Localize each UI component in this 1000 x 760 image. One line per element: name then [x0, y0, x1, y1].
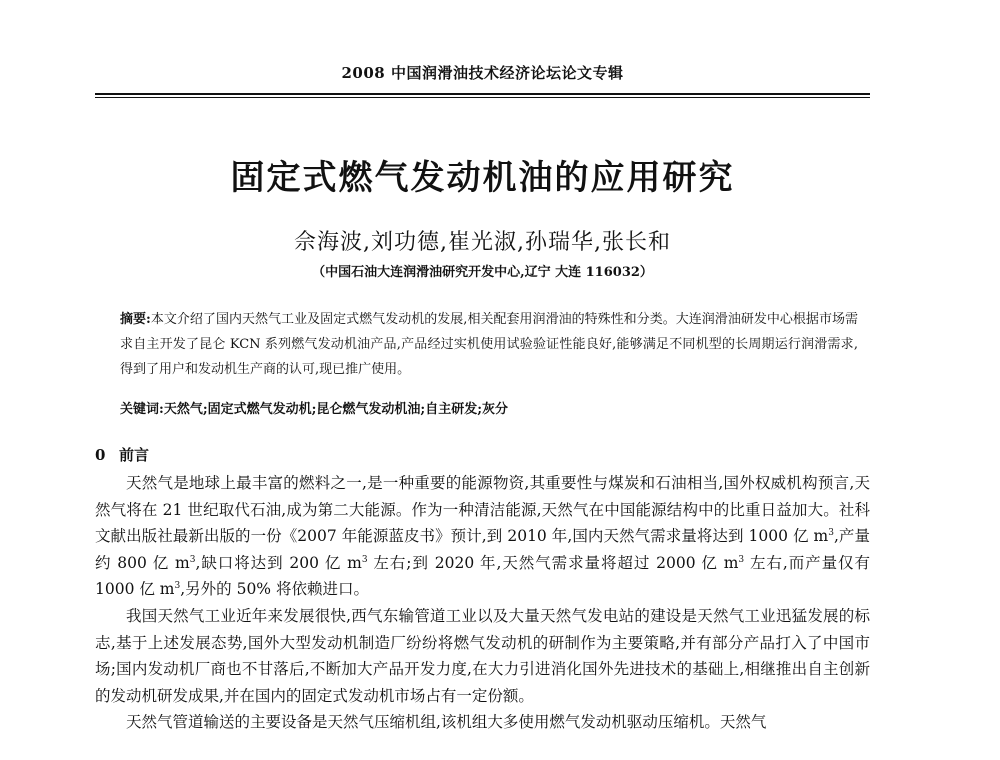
paragraph-1-part-c: ,缺口将达到 200 亿 m	[195, 553, 362, 572]
superscript: 3	[738, 554, 745, 565]
paper-title: 固定式燃气发动机油的应用研究	[230, 158, 735, 198]
author-affiliation: （中国石油大连润滑油研究开发中心,辽宁 大连 116032）	[312, 265, 653, 280]
section-number: 0	[95, 446, 106, 464]
superscript: 3	[828, 528, 834, 539]
paragraph-1-part-b: ,产量约 800 亿 m	[95, 527, 870, 572]
author-list: 佘海波,刘功德,崔光淑,孙瑞华,张长和	[294, 230, 671, 255]
paragraph-1-part-a: 天然气是地球上最丰富的燃料之一,是一种重要的能源物资,其重要性与煤炭和石油相当,国外权威机构预言,天然气将在 21 世纪取代石油,成为第二大能源。作为一种清洁能源,天然气在中国能源结构中的比重日益加大。社科文献出版社最新出版的一份《2007 年能源蓝皮书》预计,到 2010 年,国内天然气需求量将达到 1000 亿 m	[95, 474, 870, 546]
superscript: 3	[174, 581, 181, 592]
superscript: 3	[361, 554, 368, 565]
abstract	[120, 307, 858, 382]
paragraph-1-part-e: 左右,而产量仅有 1000 亿 m	[95, 553, 870, 599]
paragraph-2: 我国天然气工业近年来发展很快,西气东输管道工业以及大量天然气发电站的建设是天然气工业迅猛发展的标志,基于上述发展态势,国外大型发动机制造厂纷纷将燃气发动机的研制作为主要策略,并有部分产品打入了中国市场;国内发动机厂商也不甘落后,不断加大产品开发力度,在大力引进消化国外先进技术的基础上,相继推出自主创新的发动机研发成果,并在国内的固定式发动机市场占有一定份额。	[95, 606, 870, 705]
section-title: 前言	[119, 446, 150, 464]
header-rule-thin	[95, 97, 870, 98]
paragraph-1	[95, 470, 870, 603]
header-rule-thick	[95, 93, 870, 95]
abstract-label: 摘要:	[120, 312, 151, 327]
journal-header: 2008 中国润滑油技术经济论坛论文专辑	[341, 64, 624, 82]
superscript: 3	[189, 554, 196, 565]
paragraph-1-part-f: ,另外的 50% 将依赖进口。	[180, 580, 369, 599]
keywords-text: 天然气;固定式燃气发动机;昆仑燃气发动机油;自主研发;灰分	[163, 402, 509, 417]
keywords	[120, 398, 858, 417]
section-heading	[95, 444, 149, 465]
body-text	[95, 470, 870, 736]
paragraph-1-part-d: 左右;到 2020 年,天然气需求量将超过 2000 亿 m	[367, 553, 739, 572]
keywords-label: 关键词:	[120, 402, 164, 417]
abstract-text: 本文介绍了国内天然气工业及固定式燃气发动机的发展,相关配套用润滑油的特殊性和分类。大连润滑油研发中心根据市场需求自主开发了昆仑 KCN 系列燃气发动机油产品,产品经过实机使用试验验证性能良好,能够满足不同机型的长周期运行润滑需求,得到了用户和发动机生产商的认可,现已推广使用。	[120, 312, 858, 377]
paragraph-3: 天然气管道输送的主要设备是天然气压缩机组,该机组大多使用燃气发动机驱动压缩机。天然气	[126, 713, 767, 732]
